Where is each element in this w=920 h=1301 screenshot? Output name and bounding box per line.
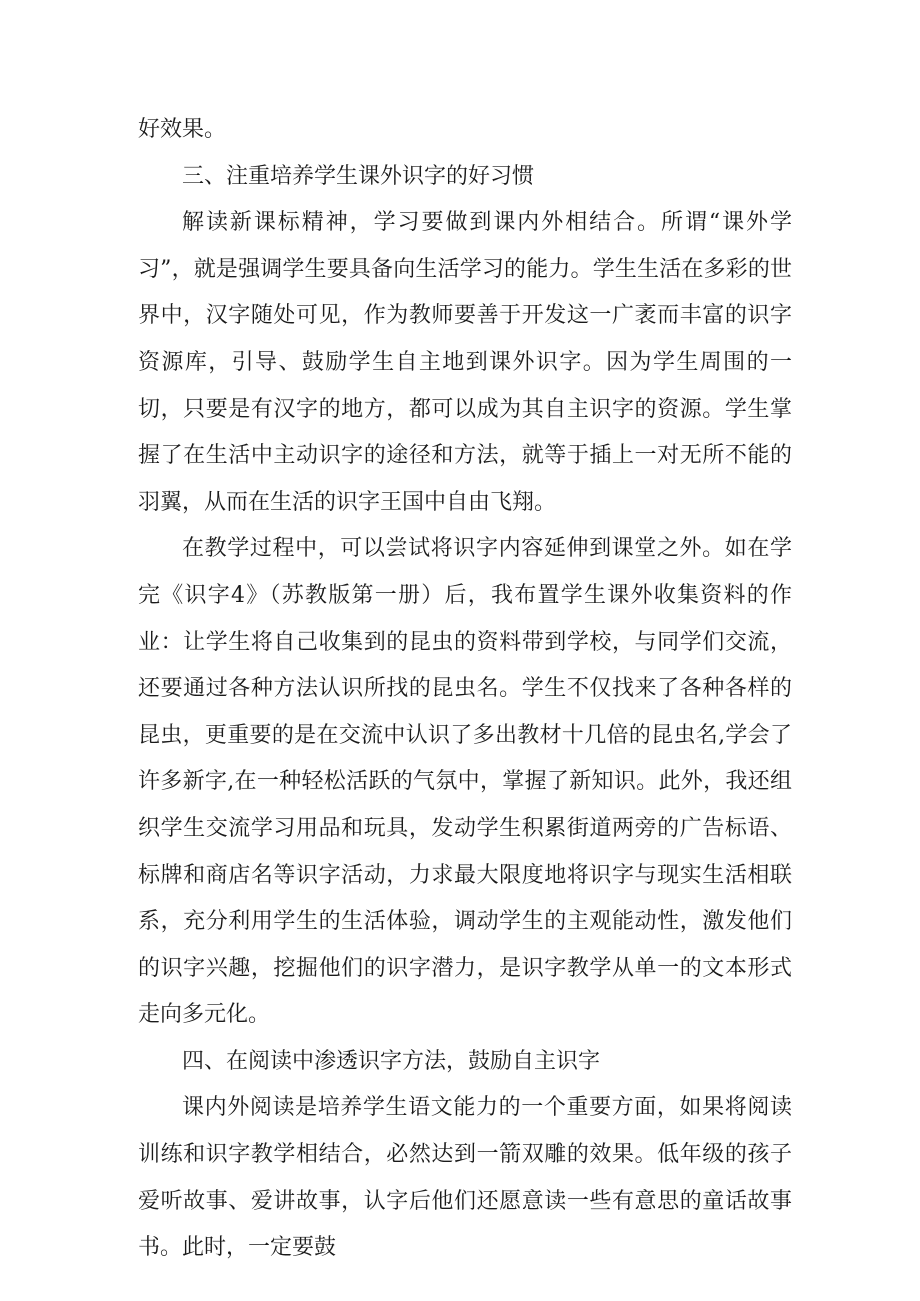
paragraph: 课内外阅读是培养学生语文能力的一个重要方面，如果将阅读训练和识字教学相结合，必然达到一箭双雕的效果。低年级的孩子爱听故事、爱讲故事，认字后他们还愿意读一些有意思的童话故事书。此时，一定要鼓 xyxy=(138,1095,792,1261)
document-body xyxy=(138,107,792,1272)
section-heading-3: 三、注重培养学生课外识字的好习惯 xyxy=(182,163,535,189)
paragraph-continuation: 好效果。 xyxy=(138,117,227,142)
paragraph: 在教学过程中，可以尝试将识字内容延伸到课堂之外。如在学完《识字4》（苏教版第一册）后，我布置学生课外收集资料的作业：让学生将自己收集到的昆虫的资料带到学校，与同学们交流，还要通过各种方法认识所找的昆虫名。学生不仅找来了各种各样的昆虫，更重要的是在交流中认识了多出教材十几倍的昆虫名,学会了许多新字,在一种轻松活跃的气氛中，掌握了新知识。此外，我还组织学生交流学习用品和玩具，发动学生积累街道两旁的广告标语、标牌和商店名等识字活动，力求最大限度地将识字与现实生活相联系，充分利用学生的生活体验，调动学生的主观能动性，激发他们的识字兴趣，挖掘他们的识字潜力，是识字教学从单一的文本形式走向多元化。 xyxy=(138,536,792,1028)
paragraph: 解读新课标精神，学习要做到课内外相结合。所谓“课外学习”，就是强调学生要具备向生活学习的能力。学生生活在多彩的世界中，汉字随处可见，作为教师要善于开发这一广袤而丰富的识字资源库，引导、鼓励学生自主地到课外识字。因为学生周围的一切，只要是有汉字的地方，都可以成为其自主识字的资源。学生掌握了在生活中主动识字的途径和方法，就等于插上一对无所不能的羽翼，从而在生活的识字王国中自由飞翔。 xyxy=(138,210,792,515)
section-heading-4: 四、在阅读中渗透识字方法，鼓励自主识字 xyxy=(182,1048,601,1074)
